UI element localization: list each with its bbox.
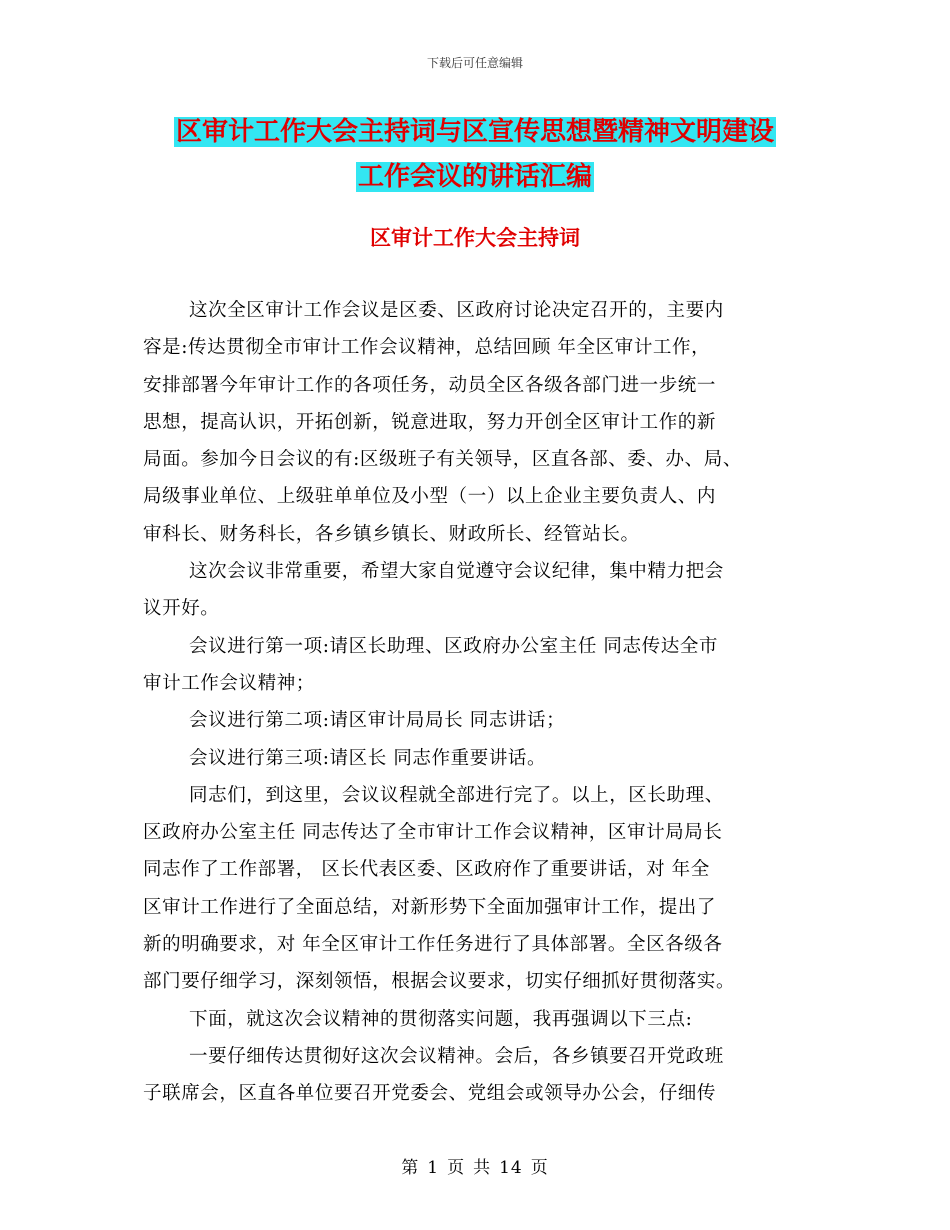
footer-page-label: 第 — [401, 1158, 420, 1178]
title-highlight-1: 区审计工作大会主持词与区宣传思想暨精神文明建设 — [175, 117, 774, 147]
body-line: 局面。参加今日会议的有:区级班子有关领导，区直各部、委、办、局、 — [143, 449, 742, 471]
title-highlight-2: 工作会议的讲话汇编 — [357, 162, 592, 192]
body-line: 新的明确要求，对 年全区审计工作任务进行了具体部署。全区各级各 — [143, 934, 723, 956]
body-line: 会议进行第一项:请区长助理、区政府办公室主任 同志传达全市 — [189, 635, 719, 657]
body-line: 议开好。 — [143, 598, 220, 620]
body-line: 会议进行第二项:请区审计局局长 同志讲话； — [189, 710, 566, 732]
body-line: 区审计工作进行了全面总结，对新形势下全面加强审计工作，提出了 — [143, 896, 717, 918]
body-line: 思想，提高认识，开拓创新，锐意进取，努力开创全区审计工作的新 — [143, 411, 717, 433]
footer-total-number: 14 — [499, 1158, 523, 1178]
footer-page-unit: 页 — [447, 1158, 466, 1178]
document-title-line-2 — [150, 155, 800, 199]
header-note: 下载后可任意编辑 — [426, 56, 523, 70]
body-line: 同志们，到这里，会议议程就全部进行完了。以上，区长助理、 — [189, 784, 724, 806]
body-line: 安排部署今年审计工作的各项任务，动员全区各级各部门进一步统一 — [143, 374, 717, 396]
page-footer — [0, 1153, 950, 1178]
body-line: 部门要仔细学习，深刻领悟，根据会议要求，切实仔细抓好贯彻落实。 — [143, 971, 736, 993]
footer-total-unit: 页 — [530, 1158, 549, 1178]
body-line: 容是:传达贯彻全市审计工作会议精神，总结回顾 年全区审计工作， — [143, 337, 711, 359]
body-line: 一要仔细传达贯彻好这次会议精神。会后，各乡镇要召开党政班 — [189, 1045, 724, 1067]
body-line: 同志作了工作部署， 区长代表区委、区政府作了重要讲话，对 年全 — [143, 859, 710, 881]
body-line: 子联席会，区直各单位要召开党委会、党组会或领导办公会，仔细传 — [143, 1083, 717, 1105]
footer-page-number: 1 — [427, 1158, 440, 1178]
body-line: 审科长、财务科长，各乡镇乡镇长、财政所长、经管站长。 — [143, 523, 640, 545]
section-title: 区审计工作大会主持词 — [370, 226, 580, 250]
document-body — [143, 292, 823, 1113]
body-line: 区政府办公室主任 同志传达了全市审计工作会议精神，区审计局局长 — [143, 822, 723, 844]
footer-total-label: 共 — [473, 1158, 492, 1178]
body-line: 这次会议非常重要，希望大家自觉遵守会议纪律，集中精力把会 — [189, 561, 724, 583]
body-line: 下面，就这次会议精神的贯彻落实问题，我再强调以下三点: — [189, 1008, 693, 1030]
body-line: 局级事业单位、上级驻单单位及小型（一）以上企业主要负责人、内 — [143, 486, 717, 508]
body-line: 这次全区审计工作会议是区委、区政府讨论决定召开的，主要内 — [189, 300, 724, 321]
body-line: 审计工作会议精神； — [143, 672, 315, 694]
body-line: 会议进行第三项:请区长 同志作重要讲话。 — [189, 747, 547, 769]
document-title-line-1 — [150, 110, 800, 154]
